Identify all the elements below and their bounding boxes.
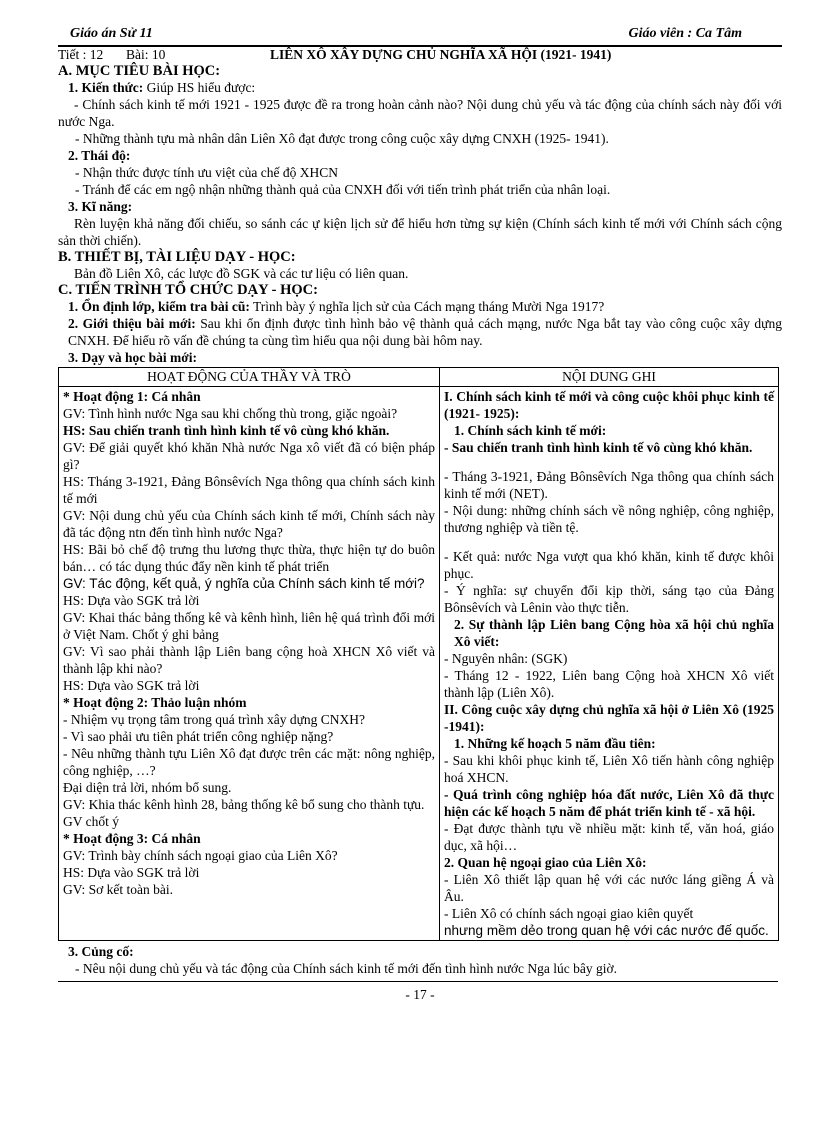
activity-line: Đại diện trả lời, nhóm bổ sung.: [63, 780, 232, 795]
content-line: - Quá trình công nghiệp hóa đất nước, Liên Xô đã thực hiện các kế hoạch 5 năm để phát triển kinh tế - xã hội.: [444, 787, 774, 819]
section-a-heading: A. MỤC TIÊU BÀI HỌC:: [58, 63, 221, 79]
content-subheading: 1. Chính sách kinh tế mới:: [454, 423, 607, 438]
activity-heading: * Hoạt động 2: Thảo luận nhóm: [63, 695, 247, 710]
page-number: - 17 -: [405, 987, 435, 1002]
activity-line: - Nhiệm vụ trọng tâm trong quá trình xây dựng CNXH?: [63, 712, 366, 727]
knowledge-item: - Chính sách kinh tế mới 1921 - 1925 được đề ra trong hoàn cảnh nào? Nội dung chủ yếu và tác động của chính sách này đối với nước Nga.: [58, 97, 782, 129]
col-header-activities: HOẠT ĐỘNG CỦA THẦY VÀ TRÒ: [59, 368, 440, 387]
content-subheading: 2. Sự thành lập Liên bang Cộng hòa xã hội chủ nghĩa Xô viết:: [454, 617, 774, 649]
activity-line: GV: Trình bày chính sách ngoại giao của Liên Xô?: [63, 848, 338, 863]
content-line: - Ý nghĩa: sự chuyển đổi kịp thời, sáng tạo của Đảng Bônsêvích và Lênin vào thực tiễn.: [444, 583, 774, 615]
content-line: - Liên Xô có chính sách ngoại giao kiên quyết: [444, 906, 694, 921]
lesson-bai: Bài: 10: [126, 47, 166, 62]
content-heading: II. Công cuộc xây dựng chủ nghĩa xã hội ở Liên Xô (1925 -1941):: [444, 702, 774, 734]
consolidation-text: - Nêu nội dung chủ yếu và tác động của Chính sách kinh tế mới đến tình hình nước Nga lúc bây giờ.: [75, 961, 617, 976]
activity-heading: * Hoạt động 3: Cá nhân: [63, 831, 201, 846]
activity-line: - Vì sao phải ưu tiên phát triển công nghiệp nặng?: [63, 729, 334, 744]
content-line: nhưng mềm dẻo trong quan hệ với các nước đế quốc.: [444, 923, 769, 938]
activity-line: GV: Vì sao phải thành lập Liên bang cộng hoà XHCN Xô viết và thành lập khi nào?: [63, 644, 435, 676]
activity-line: GV: Để giải quyết khó khăn Nhà nước Nga xô viết đã có biện pháp gì?: [63, 440, 435, 472]
skills-label: 3. Kĩ năng:: [68, 199, 133, 214]
section-c-heading: C. TIẾN TRÌNH TỔ CHỨC DẠY - HỌC:: [58, 282, 318, 298]
skills-text: Rèn luyện khả năng đối chiếu, so sánh các ự kiện lịch sử để hiểu hơn từng sự kiện (Chính sách kinh tế mới với Chính sách cộng sản thời chiến).: [58, 216, 782, 248]
page-header: [58, 26, 782, 44]
footer-rule: [58, 981, 778, 982]
activity-line: GV: Tác động, kết quả, ý nghĩa của Chính sách kinh tế mới?: [63, 576, 425, 591]
consolidation-label: 3. Củng cố:: [68, 944, 134, 959]
activity-line: - Nêu những thành tựu Liên Xô đạt được trên các mặt: nông nghiệp, công nghiệp, …?: [63, 746, 435, 778]
step2-text: Sau khi ổn định được tình hình bảo vệ thành quả cách mạng, nước Nga bắt tay vào công cuộc xây dựng CNXH. Để hiểu rõ vấn đề chúng ta cùng tìm hiểu qua nội dung bài hôm nay.: [68, 316, 782, 348]
content-line: - Liên Xô thiết lập quan hệ với các nước láng giềng Á và Âu.: [444, 872, 774, 904]
content-subheading: 1. Những kế hoạch 5 năm đầu tiên:: [454, 736, 656, 751]
activity-line: HS: Dựa vào SGK trả lời: [63, 678, 200, 693]
knowledge-item: - Những thành tựu mà nhân dân Liên Xô đạt được trong công cuộc xây dựng CNXH (1925- 1941).: [75, 131, 609, 146]
activity-heading: * Hoạt động 1: Cá nhân: [63, 389, 201, 404]
knowledge-label: 1. Kiến thức:: [68, 80, 144, 95]
attitude-item: - Nhận thức được tính ưu việt của chế độ XHCN: [75, 165, 339, 180]
step1-text: Trình bày ý nghĩa lịch sử của Cách mạng tháng Mười Nga 1917?: [249, 299, 605, 314]
content-line: - Tháng 12 - 1922, Liên bang Cộng hoà XHCN Xô viết thành lập (Liên Xô).: [444, 668, 774, 700]
content-line: - Sau chiến tranh tình hình kinh tế vô cùng khó khăn.: [444, 440, 753, 455]
activity-line: GV: Khia thác kênh hình 28, bảng thống kê bổ sung cho thành tựu.: [63, 797, 425, 812]
activity-line: HS: Bãi bỏ chế độ trưng thu lương thực thừa, thực hiện tự do buôn bán… có tác dụng thúc đẩy nền kinh tế phát triển: [63, 542, 435, 574]
section-b-heading: B. THIẾT BỊ, TÀI LIỆU DẠY - HỌC:: [58, 249, 296, 265]
content-line: - Nguyên nhân: (SGK): [444, 651, 568, 666]
content-line: - Tháng 3-1921, Đảng Bônsêvích Nga thông qua chính sách kinh tế mới (NET).: [444, 469, 774, 501]
content-line: - Nội dung: những chính sách về nông nghiệp, công nghiệp, thương nghiệp và tiền tệ.: [444, 503, 774, 535]
activity-line: GV: Tình hình nước Nga sau khi chống thù trong, giặc ngoài?: [63, 406, 398, 421]
activity-line: HS: Dựa vào SGK trả lời: [63, 865, 200, 880]
step2-label: 2. Giới thiệu bài mới:: [68, 316, 196, 331]
activity-line: GV: Sơ kết toàn bài.: [63, 882, 173, 897]
col-header-content: NỘI DUNG GHI: [440, 368, 779, 387]
lesson-table: [58, 367, 779, 941]
content-heading: I. Chính sách kinh tế mới và công cuộc khôi phục kinh tế (1921- 1925):: [444, 389, 774, 421]
header-teacher: Giáo viên : Ca Tâm: [628, 26, 742, 41]
attitude-item: - Tránh để các em ngộ nhận những thành quả của CNXH đối với tiến trình phát triển của nhân loại.: [75, 182, 611, 197]
content-line: - Sau khi khôi phục kinh tế, Liên Xô tiến hành công nghiệp hoá XHCN.: [444, 753, 774, 785]
content-column: [440, 387, 779, 941]
header-subject: Giáo án Sử 11: [70, 26, 153, 41]
content-subheading: 2. Quan hệ ngoại giao của Liên Xô:: [444, 855, 647, 870]
attitude-label: 2. Thái độ:: [68, 148, 131, 163]
content-line: - Kết quả: nước Nga vượt qua khó khăn, kinh tế được khôi phục.: [444, 549, 774, 581]
step1-label: 1. Ổn định lớp, kiểm tra bài cũ:: [68, 299, 250, 314]
activity-line: HS: Tháng 3-1921, Đảng Bônsêvích Nga thông qua chính sách kinh tế mới: [63, 474, 435, 506]
knowledge-intro: Giúp HS hiểu được:: [143, 80, 256, 95]
lesson-line: [58, 47, 782, 63]
step3-label: 3. Dạy và học bài mới:: [68, 350, 197, 365]
activity-line: HS: Dựa vào SGK trả lời: [63, 593, 200, 608]
activity-line: HS: Sau chiến tranh tình hình kinh tế vô cùng khó khăn.: [63, 423, 390, 438]
lesson-title: LIÊN XÔ XÂY DỰNG CHỦ NGHĨA XÃ HỘI (1921- 1941): [270, 47, 612, 62]
activity-line: GV: Khai thác bảng thống kê và kênh hình, liên hệ quá trình đổi mới ở Việt Nam. Chốt ý ghi bảng: [63, 610, 435, 642]
section-b-text: Bản đồ Liên Xô, các lược đồ SGK và các tư liệu có liên quan.: [74, 266, 409, 281]
activities-column: [59, 387, 440, 941]
content-line: - Đạt được thành tựu về nhiều mặt: kinh tế, văn hoá, giáo dục, xã hội…: [444, 821, 774, 853]
activity-line: GV chốt ý: [63, 814, 119, 829]
lesson-tiet: Tiết : 12: [58, 47, 104, 62]
activity-line: GV: Nội dung chủ yếu của Chính sách kinh tế mới, Chính sách này đã tác động ntn đến tình hình nước Nga?: [63, 508, 435, 540]
document-page: [58, 26, 782, 1003]
